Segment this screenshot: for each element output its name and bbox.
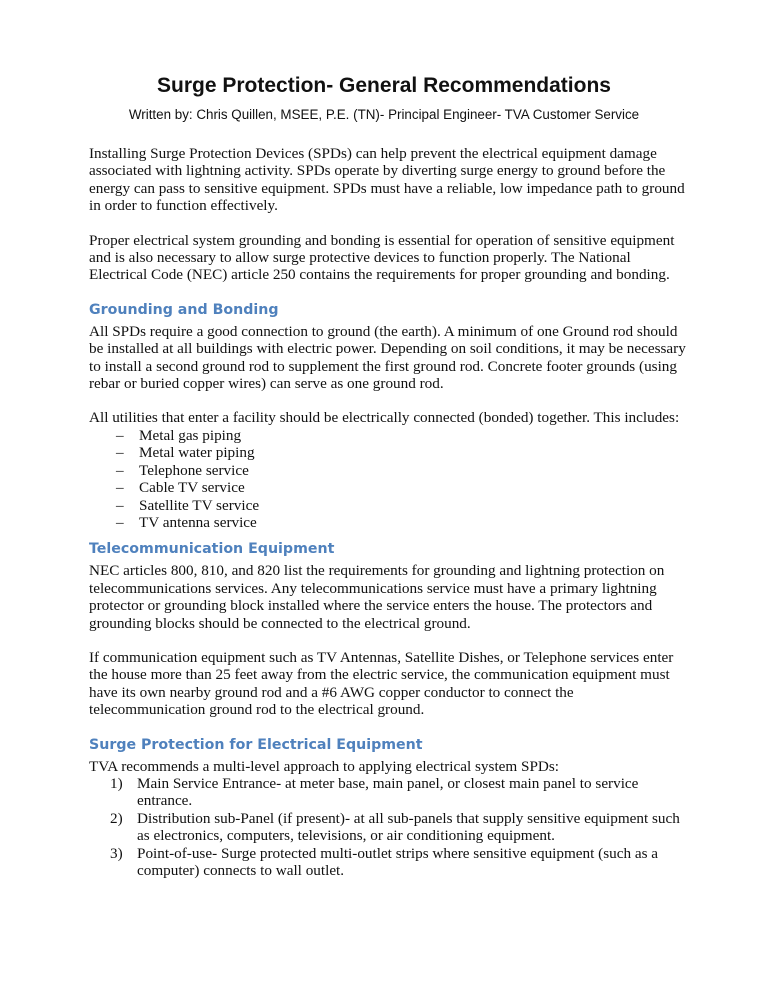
surge-paragraph-1: TVA recommends a multi-level approach to applying electrical system SPDs: [89, 757, 560, 775]
page-title: Surge Protection- General Recommendations [157, 74, 611, 97]
dash-bullet: – [116, 461, 124, 479]
heading-grounding-bonding: Grounding and Bonding [89, 301, 279, 318]
list-item: – Metal gas piping [116, 426, 242, 444]
list-item: – Telephone service [116, 461, 249, 479]
list-item: – Cable TV service [116, 479, 245, 497]
list-item: 2) Distribution sub-Panel (if present)- at all sub-panels that supply sensitive equipment such as electronics, computers, televisions, or air conditioning equipment. [110, 809, 680, 845]
heading-telecommunication: Telecommunication Equipment [89, 541, 335, 558]
intro-paragraph-1: Installing Surge Protection Devices (SPDs) can help prevent the electrical equipment damage associated with lightning activity. SPDs operate by diverting surge energy to ground before the energy can pass to sensitive equipment. SPDs must have a reliable, low impedance path to ground in order to function effectively. [89, 145, 685, 215]
list-item: – Metal water piping [116, 444, 255, 462]
dash-bullet: – [116, 479, 124, 497]
dash-bullet: – [116, 496, 124, 514]
list-item: – TV antenna service [116, 513, 257, 531]
heading-surge-protection: Surge Protection for Electrical Equipment [89, 736, 423, 753]
dash-bullet: – [116, 513, 124, 531]
list-item: 1) Main Service Entrance- at meter base, main panel, or closest main panel to service entrance. [110, 774, 639, 810]
spd-levels-list [89, 775, 689, 879]
grounding-paragraph-1: All SPDs require a good connection to ground (the earth). A minimum of one Ground rod should be installed at all buildings with electric power. Depending on soil conditions, it may be necessary to install a second ground rod to supplement the first ground rod. Concrete footer grounds (using rebar or buried copper wires) can serve as one ground rod. [89, 322, 686, 393]
dash-bullet: – [116, 426, 124, 444]
grounding-paragraph-2: All utilities that enter a facility should be electrically connected (bonded) together. This includes: [89, 409, 680, 427]
document-body [89, 145, 689, 879]
author-byline: Written by: Chris Quillen, MSEE, P.E. (TN)- Principal Engineer- TVA Customer Service [128, 107, 640, 122]
intro-paragraph-2: Proper electrical system grounding and bonding is essential for operation of sensitive equipment and is also necessary to allow surge protective devices to function properly. The National Electrical Code (NEC) article 250 contains the requirements for proper grounding and bonding. [89, 231, 675, 284]
telecom-paragraph-2: If communication equipment such as TV Antennas, Satellite Dishes, or Telephone services enter the house more than 25 feet away from the electric service, the communication equipment must have its own nearby ground rod and a #6 AWG copper conductor to connect the telecommunication ground rod to the electrical ground. [89, 648, 674, 719]
telecom-paragraph-1: NEC articles 800, 810, and 820 list the requirements for grounding and lightning protection on telecommunications services. Any telecommunications service must have a primary lightning protector or grounding block installed where the service enters the house. The protectors and grounding blocks should be connected to the electrical ground. [89, 562, 665, 632]
list-item: – Satellite TV service [116, 496, 260, 514]
utilities-list [89, 427, 689, 531]
dash-bullet: – [116, 444, 124, 462]
list-item: 3) Point-of-use- Surge protected multi-outlet strips where sensitive equipment (such as a computer) connects to wall outlet. [110, 844, 659, 879]
